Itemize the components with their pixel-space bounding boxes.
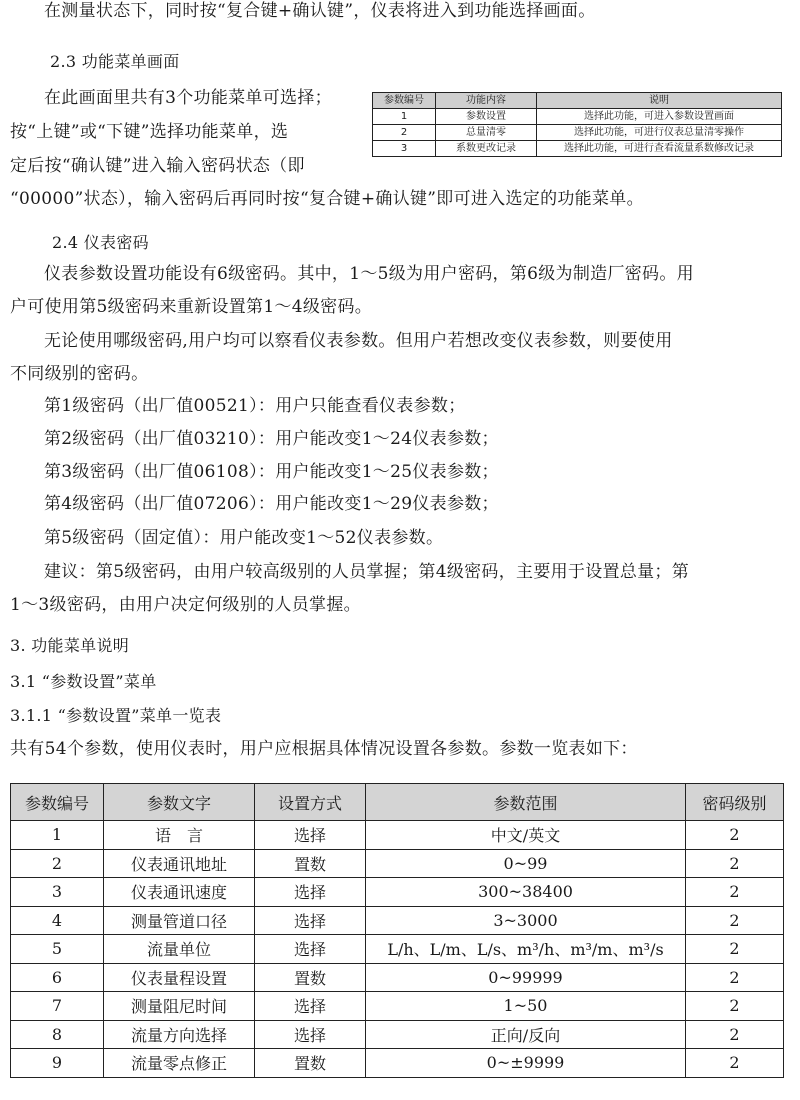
- param-cell-password-level: 2: [686, 935, 784, 964]
- param-cell-number: 1: [11, 821, 104, 850]
- param-cell-range: 1~50: [366, 992, 686, 1021]
- param-cell-password-level: 2: [686, 906, 784, 935]
- table-row: [373, 141, 782, 157]
- section-2-3-line-3: 定后按“确认键”进入输入密码状态（即: [10, 156, 305, 176]
- param-cell-password-level: 2: [686, 992, 784, 1021]
- function-menu-table: [372, 92, 782, 157]
- menu-cell-description: 选择此功能，可进行仪表总量清零操作: [537, 125, 782, 141]
- param-cell-password-level: 2: [686, 1020, 784, 1049]
- param-cell-text: 测量阻尼时间: [104, 992, 255, 1021]
- section-2-4-line-3: 无论使用哪级密码,用户均可以察看仪表参数。但用户若想改变仪表参数，则要使用: [44, 331, 673, 351]
- param-cell-range: 3~3000: [366, 906, 686, 935]
- menu-col-function: 功能内容: [436, 93, 537, 109]
- parameter-table: [10, 783, 784, 1078]
- param-cell-range: 0~99999: [366, 963, 686, 992]
- param-cell-text: 仪表通讯地址: [104, 849, 255, 878]
- param-cell-password-level: 2: [686, 963, 784, 992]
- section-2-4-heading: 2.4 仪表密码: [52, 233, 149, 252]
- password-level-3: 第3级密码（出厂值06108）：用户能改变1～25仪表参数；: [44, 462, 499, 482]
- table-row: [11, 906, 784, 935]
- param-cell-number: 8: [11, 1020, 104, 1049]
- param-cell-setting-mode: 选择: [255, 821, 366, 850]
- param-cell-setting-mode: 选择: [255, 906, 366, 935]
- section-2-4-suggestion-1: 建议：第5级密码，由用户较高级别的人员掌握；第4级密码，主要用于设置总量；第: [44, 562, 690, 582]
- param-cell-setting-mode: 选择: [255, 1020, 366, 1049]
- param-col-password-level: 密码级别: [686, 784, 784, 821]
- param-cell-text: 语 言: [104, 821, 255, 850]
- table-row: [11, 878, 784, 907]
- menu-cell-function: 总量清零: [436, 125, 537, 141]
- table-row: [11, 849, 784, 878]
- param-cell-password-level: 2: [686, 849, 784, 878]
- intro-text: 在测量状态下，同时按“复合键+确认键”，仪表将进入到功能选择画面。: [44, 1, 596, 21]
- param-cell-number: 7: [11, 992, 104, 1021]
- section-2-4-suggestion-2: 1～3级密码，由用户决定何级别的人员掌握。: [10, 595, 361, 615]
- table-row: [11, 821, 784, 850]
- password-level-1: 第1级密码（出厂值00521）：用户只能查看仪表参数；: [44, 396, 466, 416]
- param-cell-text: 流量零点修正: [104, 1049, 255, 1078]
- param-cell-password-level: 2: [686, 878, 784, 907]
- param-cell-text: 仪表通讯速度: [104, 878, 255, 907]
- param-cell-number: 2: [11, 849, 104, 878]
- param-cell-setting-mode: 选择: [255, 935, 366, 964]
- param-cell-setting-mode: 选择: [255, 878, 366, 907]
- menu-cell-number: 1: [373, 109, 436, 125]
- menu-cell-description: 选择此功能，可进行查看流量系数修改记录: [537, 141, 782, 157]
- section-3-1-heading: 3.1 “参数设置”菜单: [10, 672, 157, 691]
- param-col-range: 参数范围: [366, 784, 686, 821]
- table-row: [11, 1049, 784, 1078]
- menu-cell-description: 选择此功能，可进入参数设置画面: [537, 109, 782, 125]
- param-cell-range: 0~±9999: [366, 1049, 686, 1078]
- param-cell-range: 中文/英文: [366, 821, 686, 850]
- param-cell-text: 测量管道口径: [104, 906, 255, 935]
- section-3-description: 共有54个参数，使用仪表时，用户应根据具体情况设置各参数。参数一览表如下：: [10, 739, 638, 759]
- param-cell-number: 9: [11, 1049, 104, 1078]
- param-cell-password-level: 2: [686, 821, 784, 850]
- menu-table-header-row: [373, 93, 782, 109]
- menu-cell-function: 系数更改记录: [436, 141, 537, 157]
- section-3-1-1-heading: 3.1.1 “参数设置”菜单一览表: [10, 706, 222, 725]
- param-cell-range: 0~99: [366, 849, 686, 878]
- param-cell-text: 流量单位: [104, 935, 255, 964]
- password-level-2: 第2级密码（出厂值03210）：用户能改变1～24仪表参数；: [44, 429, 499, 449]
- menu-cell-function: 参数设置: [436, 109, 537, 125]
- param-cell-number: 5: [11, 935, 104, 964]
- param-col-text: 参数文字: [104, 784, 255, 821]
- section-3-heading: 3. 功能菜单说明: [10, 636, 130, 655]
- param-cell-setting-mode: 置数: [255, 1049, 366, 1078]
- param-cell-range: 正向/反向: [366, 1020, 686, 1049]
- section-2-3-line-2: 按“上键”或“下键”选择功能菜单，选: [10, 122, 289, 142]
- param-cell-number: 6: [11, 963, 104, 992]
- table-row: [11, 1020, 784, 1049]
- param-cell-text: 流量方向选择: [104, 1020, 255, 1049]
- section-2-4-line-1: 仪表参数设置功能设有6级密码。其中，1～5级为用户密码，第6级为制造厂密码。用: [44, 264, 694, 284]
- table-row: [373, 125, 782, 141]
- table-row: [11, 935, 784, 964]
- param-cell-number: 3: [11, 878, 104, 907]
- param-cell-password-level: 2: [686, 1049, 784, 1078]
- table-row: [11, 992, 784, 1021]
- param-col-number: 参数编号: [11, 784, 104, 821]
- param-cell-text: 仪表量程设置: [104, 963, 255, 992]
- param-table-header-row: [11, 784, 784, 821]
- menu-col-description: 说明: [537, 93, 782, 109]
- param-cell-range: 300~38400: [366, 878, 686, 907]
- password-level-4: 第4级密码（出厂值07206）：用户能改变1～29仪表参数；: [44, 494, 499, 514]
- password-level-5: 第5级密码（固定值）：用户能改变1～52仪表参数。: [44, 528, 444, 548]
- param-cell-setting-mode: 选择: [255, 992, 366, 1021]
- section-2-4-line-2: 户可使用第5级密码来重新设置第1～4级密码。: [10, 297, 373, 317]
- param-cell-number: 4: [11, 906, 104, 935]
- param-col-setting-mode: 设置方式: [255, 784, 366, 821]
- table-row: [11, 963, 784, 992]
- menu-cell-number: 3: [373, 141, 436, 157]
- section-2-3-line-1: 在此画面里共有3个功能菜单可选择；: [44, 88, 332, 108]
- menu-col-number: 参数编号: [373, 93, 436, 109]
- section-2-3-heading: 2.3 功能菜单画面: [50, 52, 180, 71]
- table-row: [373, 109, 782, 125]
- menu-cell-number: 2: [373, 125, 436, 141]
- param-cell-setting-mode: 置数: [255, 963, 366, 992]
- param-cell-setting-mode: 置数: [255, 849, 366, 878]
- section-2-3-line-4: “00000”状态），输入密码后再同时按“复合键+确认键”即可进入选定的功能菜单。: [10, 189, 644, 209]
- param-cell-range: L/h、L/m、L/s、m³/h、m³/m、m³/s: [366, 935, 686, 964]
- section-2-4-line-4: 不同级别的密码。: [10, 364, 149, 384]
